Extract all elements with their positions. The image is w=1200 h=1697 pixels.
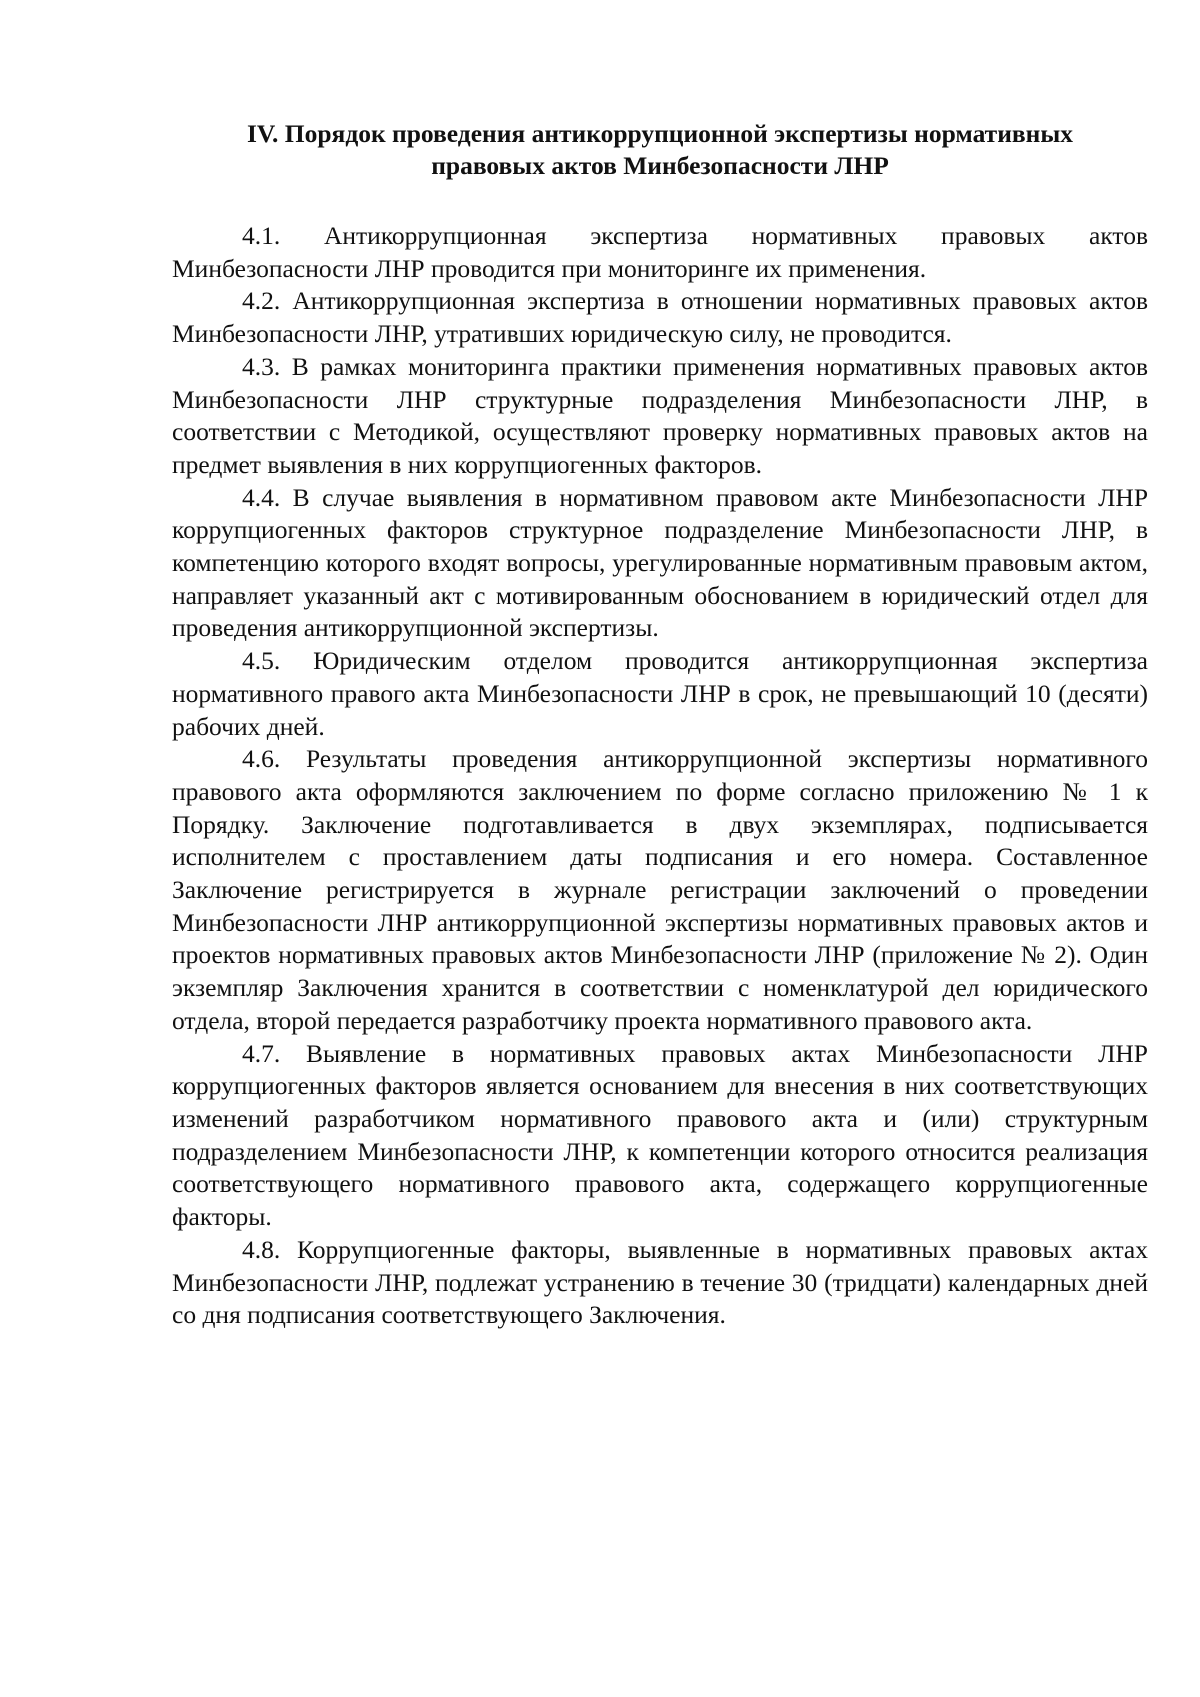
section-title-line-1: IV. Порядок проведения антикоррупционной экспертизы нормативных [246, 119, 1074, 148]
document-page [172, 118, 1148, 1332]
paragraph-4-1: 4.1. Антикоррупционная экспертиза нормативных правовых актов Минбезопасности ЛНР проводится при мониторинге их применения. [172, 221, 1148, 283]
section-title [172, 118, 1148, 182]
paragraph-4-4: 4.4. В случае выявления в нормативном правовом акте Минбезопасности ЛНР коррупциогенных факторов структурное подразделение Минбезопасности ЛНР, в компетенцию которого входят вопросы, урегулированные нормативным правовым актом, направляет указанный акт с мотивированным обоснованием в юридический отдел для проведения антикоррупционной экспертизы. [172, 482, 1148, 643]
paragraph-4-5: 4.5. Юридическим отделом проводится антикоррупционная экспертиза нормативного правого акта Минбезопасности ЛНР в срок, не превышающий 10 (десяти) рабочих дней. [172, 646, 1148, 741]
paragraph-4-7: 4.7. Выявление в нормативных правовых актах Минбезопасности ЛНР коррупциогенных факторов является основанием для внесения в них соответствующих изменений разработчиком нормативного правового акта и (или) структурным подразделением Минбезопасности ЛНР, к компетенции которого относится реализация соответствующего нормативного правового акта, содержащего коррупциогенные факторы. [172, 1038, 1148, 1232]
paragraph-4-3: 4.3. В рамках мониторинга практики применения нормативных правовых актов Минбезопасности ЛНР структурные подразделения Минбезопасности ЛНР, в соответствии с Методикой, осуществляют проверку нормативных правовых актов на предмет выявления в них коррупциогенных факторов. [172, 351, 1148, 479]
paragraph-4-6: 4.6. Результаты проведения антикоррупционной экспертизы нормативного правового акта оформляются заключением по форме согласно приложению № 1 к Порядку. Заключение подготавливается в двух экземплярах, подписывается исполнителем с проставлением даты подписания и его номера. Составленное Заключение регистрируется в журнале регистрации заключений о проведении Минбезопасности ЛНР антикоррупционной экспертизы нормативных правовых актов и проектов нормативных правовых актов Минбезопасности ЛНР (приложение № 2). Один экземпляр Заключения хранится в соответствии с номенклатурой дел юридического отдела, второй передается разработчику проекта нормативного правового акта. [172, 744, 1148, 1035]
paragraph-4-2: 4.2. Антикоррупционная экспертиза в отношении нормативных правовых актов Минбезопасности ЛНР, утративших юридическую силу, не проводится. [172, 286, 1148, 349]
paragraph-4-8: 4.8. Коррупциогенные факторы, выявленные в нормативных правовых актах Минбезопасности ЛНР, подлежат устранению в течение 30 (тридцати) календарных дней со дня подписания соответствующего Заключения. [172, 1234, 1148, 1330]
section-title-line-2: правовых актов Минбезопасности ЛНР [431, 151, 889, 180]
